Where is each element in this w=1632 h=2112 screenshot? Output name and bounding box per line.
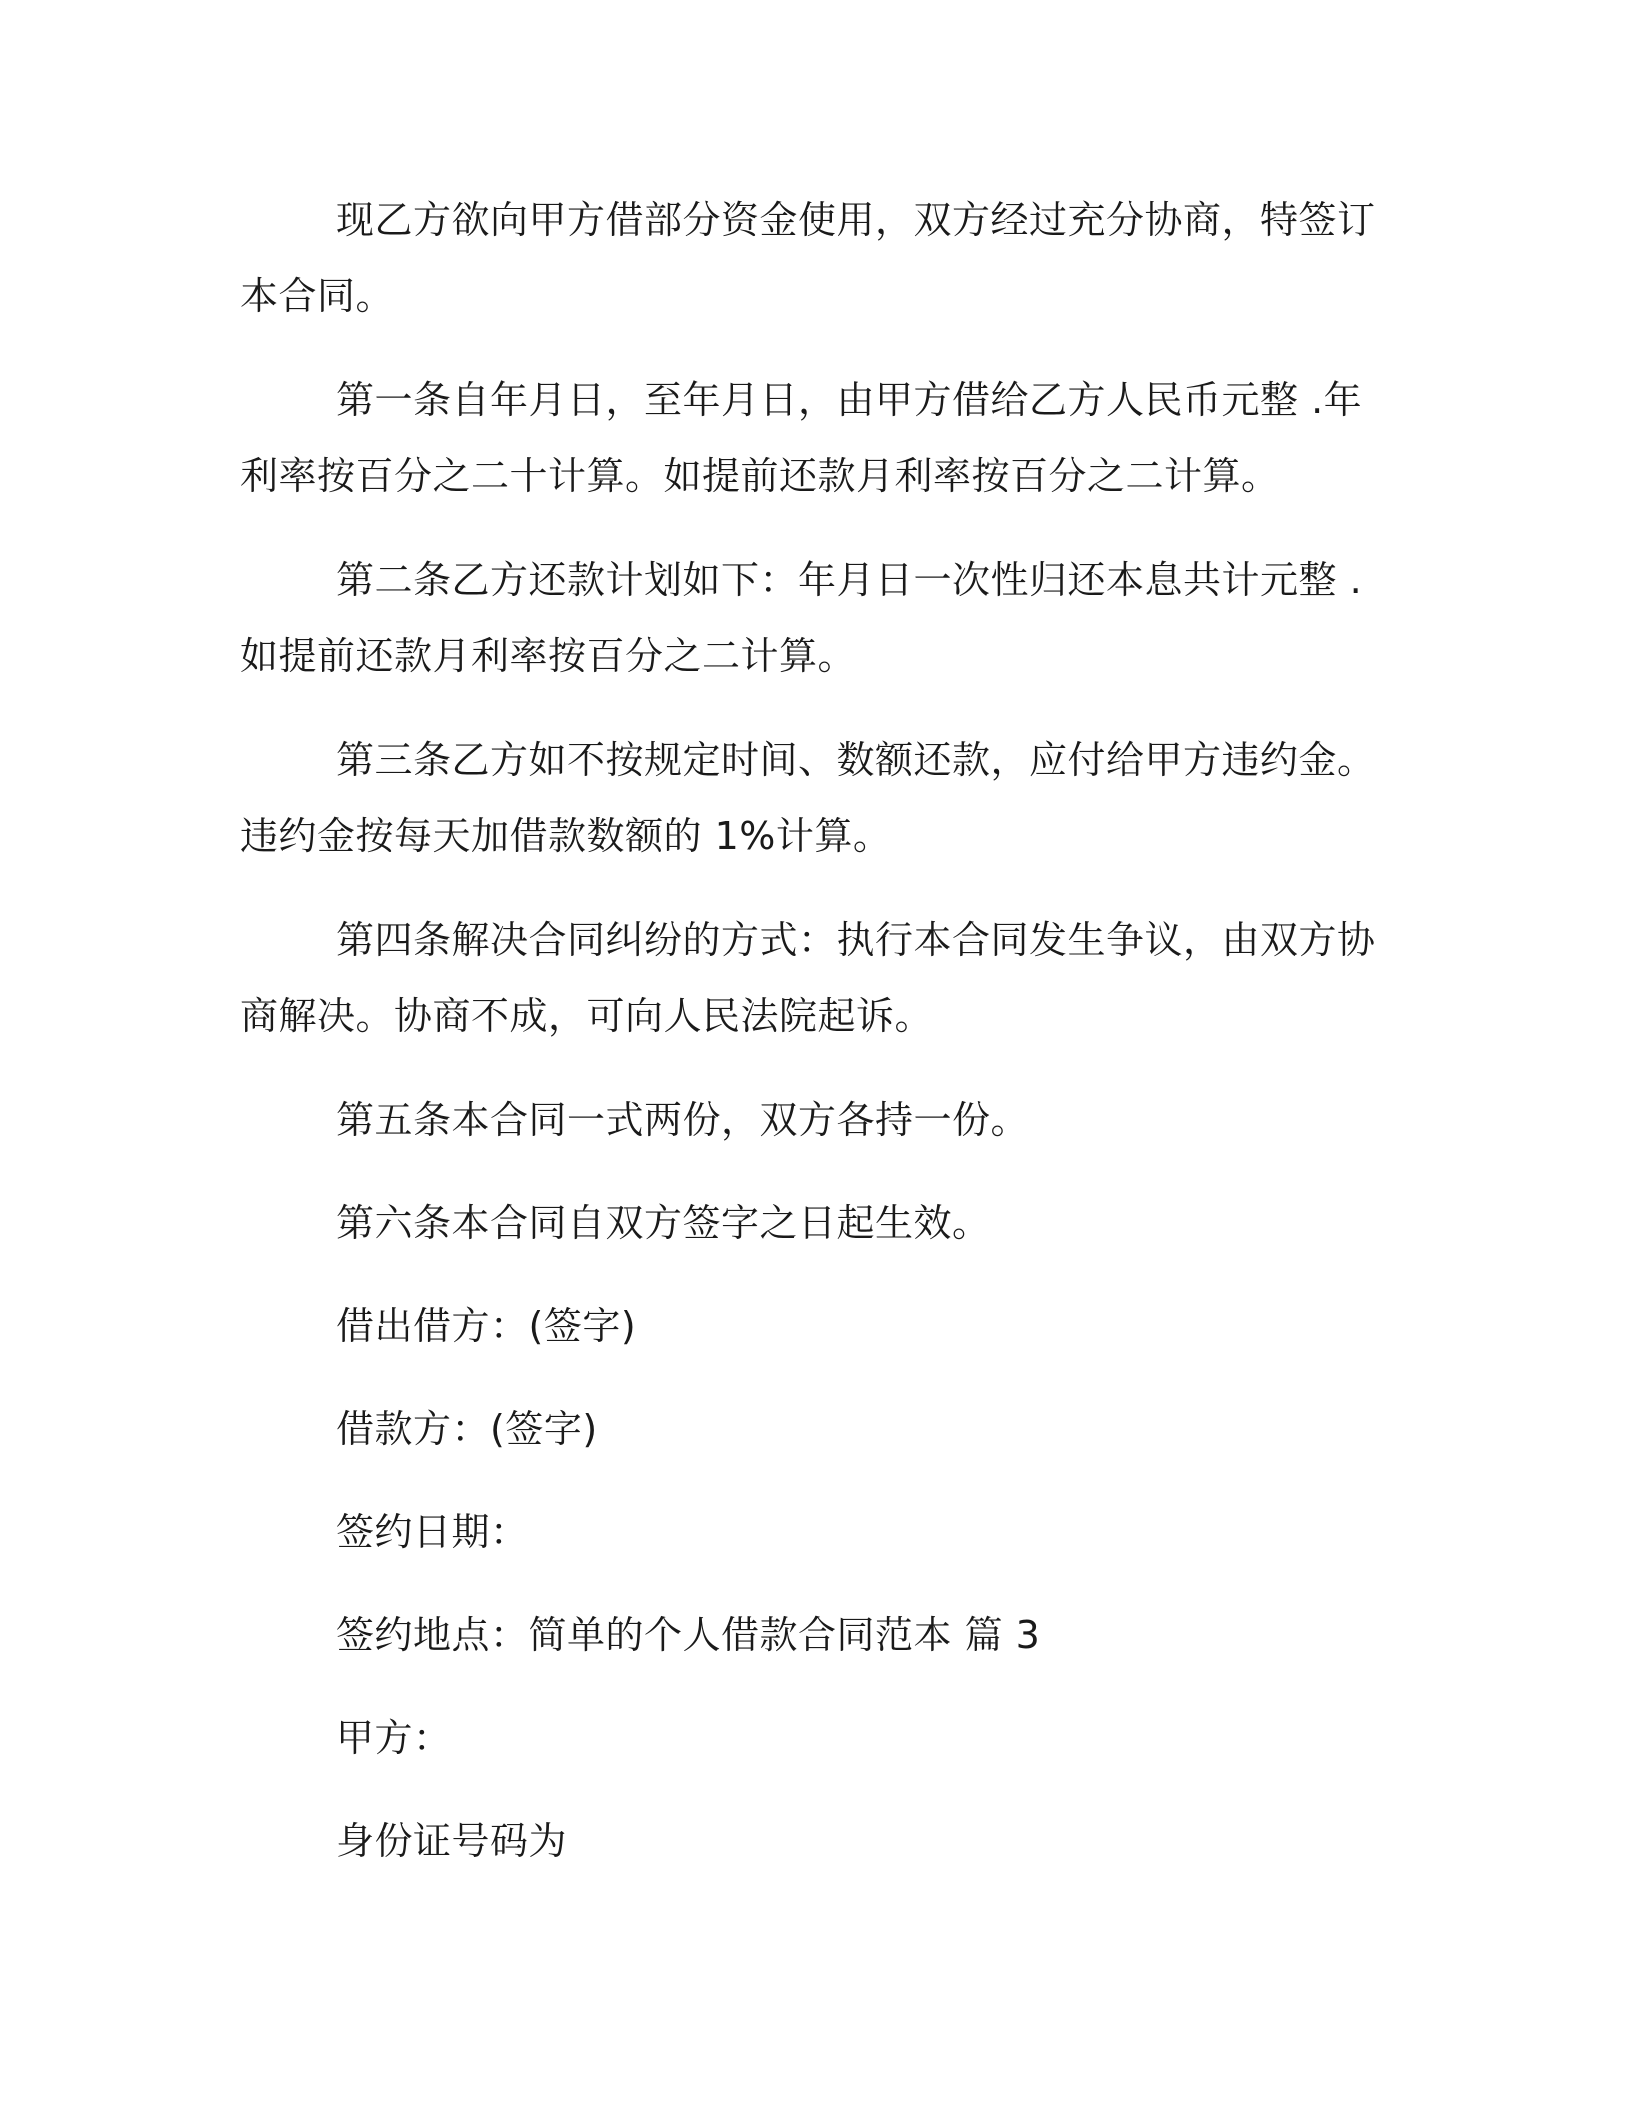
paragraph-article-2: 第二条乙方还款计划如下：年月日一次性归还本息共计元整 .如提前还款月利率按百分之二计算。: [240, 558, 1363, 678]
signing-place-line: 签约地点：简单的个人借款合同范本 篇 3: [336, 1613, 1041, 1657]
paragraph-article-1: 第一条自年月日，至年月日，由甲方借给乙方人民币元整 .年利率按百分之二十计算。如提前还款月利率按百分之二计算。: [240, 378, 1363, 498]
borrower-signature-line: 借款方：(签字): [336, 1407, 598, 1451]
signing-date-line: 签约日期：: [336, 1510, 529, 1554]
lender-signature-line: 借出借方：(签字): [336, 1304, 637, 1348]
paragraph-intro: 现乙方欲向甲方借部分资金使用，双方经过充分协商，特签订本合同。: [240, 198, 1376, 318]
paragraph-article-6: 第六条本合同自双方签字之日起生效。: [336, 1201, 991, 1245]
party-a-line: 甲方：: [336, 1716, 452, 1760]
id-number-line: 身份证号码为: [336, 1819, 568, 1863]
paragraph-article-5: 第五条本合同一式两份，双方各持一份。: [336, 1098, 1030, 1142]
paragraph-article-3: 第三条乙方如不按规定时间、数额还款，应付给甲方违约金。违约金按每天加借款数额的 1%计算。: [240, 738, 1376, 858]
paragraph-article-4: 第四条解决合同纠纷的方式：执行本合同发生争议，由双方协商解决。协商不成，可向人民法院起诉。: [240, 918, 1376, 1038]
